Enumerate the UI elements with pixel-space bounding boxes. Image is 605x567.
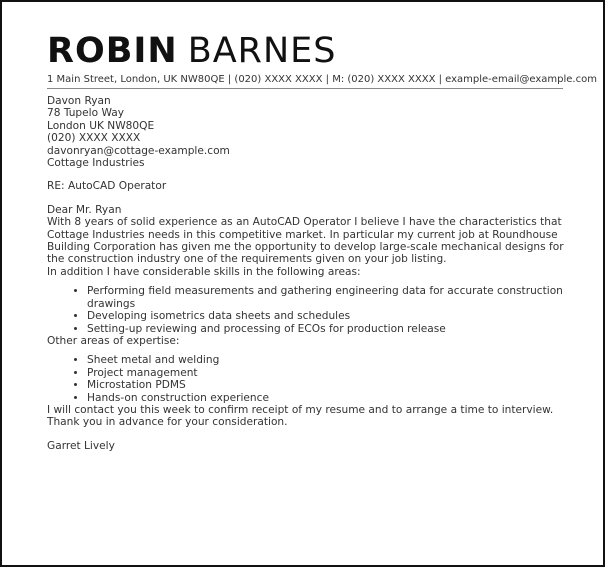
list-item: • Microstation PDMS [87, 379, 567, 391]
recipient-block [47, 95, 567, 169]
expertise-list [47, 354, 567, 404]
list-item: • Developing isometrics data sheets and schedules [87, 310, 567, 322]
subject-line: RE: AutoCAD Operator [47, 180, 167, 193]
list-item: • Setting-up reviewing and processing of ECOs for production release [87, 323, 567, 335]
list-item: • Performing field measurements and gathering engineering data for accurate construction drawings [87, 285, 567, 310]
list-item: • Hands-on construction experience [87, 392, 567, 404]
letter-body [47, 95, 567, 452]
applicant-name [47, 32, 563, 70]
recipient-company: Cottage Industries [47, 157, 145, 170]
expertise-intro: Other areas of expertise: [47, 334, 180, 347]
first-name: ROBIN [47, 31, 178, 71]
skills-list [47, 285, 567, 335]
letter-header [47, 31, 597, 89]
salutation: Dear Mr. Ryan [47, 203, 122, 216]
recipient-name: Davon Ryan [47, 95, 111, 107]
last-name: BARNES [187, 31, 337, 71]
recipient-phone: (020) XXXX XXXX [47, 132, 141, 145]
list-item: • Sheet metal and welding [87, 354, 567, 366]
thanks-paragraph: Thank you in advance for your consideration. [47, 416, 288, 429]
list-item: • Project management [87, 367, 567, 379]
signature: Garret Lively [47, 439, 115, 452]
skills-intro: In addition I have considerable skills in the following areas: [47, 265, 361, 278]
recipient-city: London UK NW80QE [47, 119, 155, 132]
contact-paragraph: I will contact you this week to confirm receipt of my resume and to arrange a time to interview. [47, 403, 554, 416]
intro-paragraph: With 8 years of solid experience as an AutoCAD Operator I believe I have the characteristics that Cottage Industries needs in this competitive market. In particular my current job at Roundhouse Building Corporation has given me the opportunity to develop large-scale mechanical designs for the construction industry one of the requirements given on your job listing. [47, 216, 564, 266]
contact-line: 1 Main Street, London, UK NW80QE | (020) XXXX XXXX | M: (020) XXXX XXXX | example-email@example.com [47, 73, 563, 89]
recipient-street: 78 Tupelo Way [47, 107, 125, 120]
recipient-email: davonryan@cottage-example.com [47, 144, 230, 157]
